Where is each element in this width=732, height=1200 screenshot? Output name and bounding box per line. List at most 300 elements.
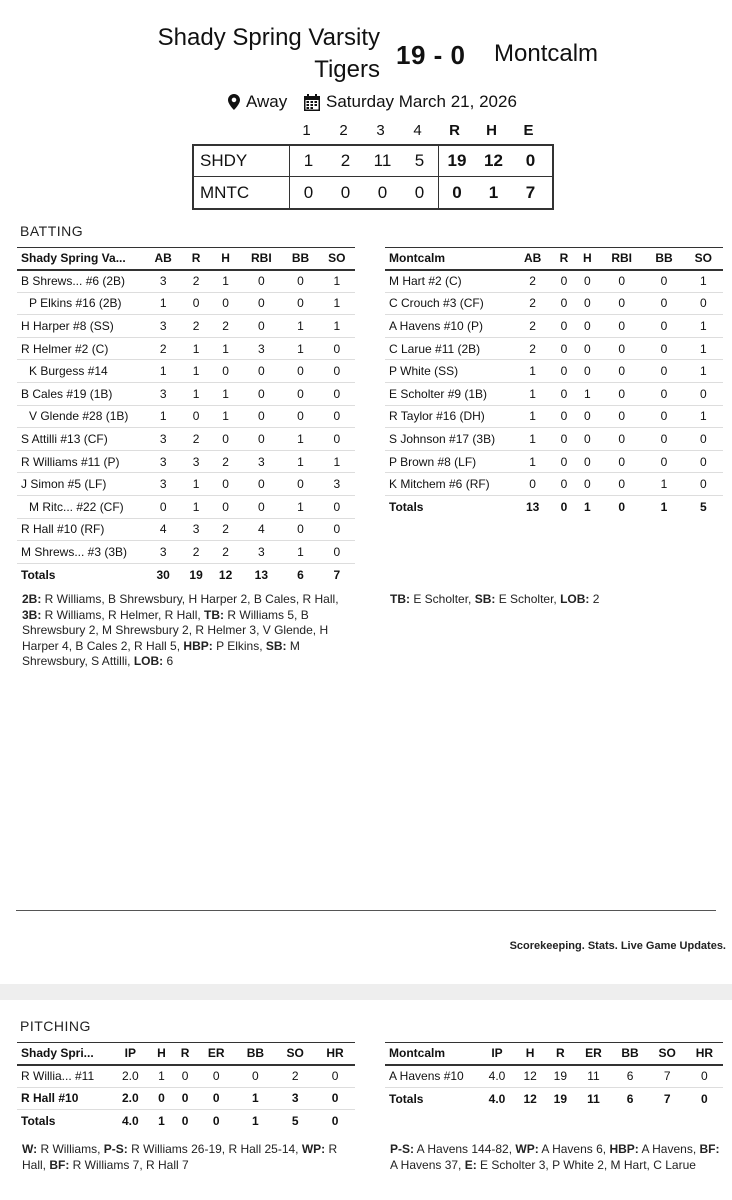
- note-key: HBP:: [609, 1142, 639, 1156]
- stat-cell: 2: [145, 337, 181, 360]
- player-name: B Cales #19 (1B): [17, 382, 145, 405]
- stat-cell: 0: [173, 1065, 197, 1088]
- stat-cell: 0: [240, 360, 282, 383]
- player-name: K Burgess #14: [17, 360, 145, 383]
- totals-cell: 5: [275, 1110, 315, 1133]
- note-key: P-S:: [103, 1142, 128, 1156]
- totals-label: Totals: [17, 563, 145, 586]
- linescore-table: [192, 144, 554, 210]
- stat-cell: 2: [181, 315, 211, 338]
- player-row: [17, 337, 355, 360]
- stat-cell: 0: [552, 360, 575, 383]
- stat-cell: 0: [599, 450, 644, 473]
- home-team-line2: Tigers: [314, 56, 380, 83]
- stat-cell: 0: [282, 518, 318, 541]
- stat-cell: 3: [145, 428, 181, 451]
- note-value: R Williams 5, B Shrewsbury 2, M Shrewsbury 2, R Helmer 3, V Glende, H Harper 4, B Cales 2, R Hall 5,: [22, 607, 329, 653]
- pitching-table-away: [385, 1042, 723, 1110]
- stat-cell: 0: [552, 405, 575, 428]
- stat-cell: 0: [686, 1065, 723, 1088]
- note-value: A Havens 6,: [538, 1142, 610, 1156]
- stat-cell: 0: [644, 337, 683, 360]
- stat-cell: 0: [684, 473, 723, 496]
- totals-cell: 0: [599, 495, 644, 518]
- totals-cell: 13: [513, 495, 552, 518]
- stat-cell: 0: [319, 337, 355, 360]
- stat-cell: 2: [211, 450, 241, 473]
- player-name: J Simon #5 (LF): [17, 473, 145, 496]
- player-row: [385, 382, 723, 405]
- stat-cell: 0: [576, 360, 599, 383]
- linescore-header: [192, 122, 554, 144]
- stat-header: R: [545, 1043, 575, 1065]
- stat-header: R: [552, 248, 575, 270]
- note-key: SB:: [474, 592, 496, 606]
- stat-cell: 0: [282, 292, 318, 315]
- note-key: 2B:: [22, 592, 42, 606]
- stat-cell: 0: [181, 405, 211, 428]
- stat-cell: 0: [319, 541, 355, 564]
- stat-cell: 3: [145, 382, 181, 405]
- hits-header: H: [486, 122, 497, 139]
- note-value: R Williams, B Shrewsbury, H Harper 2, B Cales, R Hall,: [41, 592, 339, 606]
- pitching-title: PITCHING: [20, 1018, 91, 1034]
- player-row: [385, 292, 723, 315]
- stat-cell: 0: [319, 405, 355, 428]
- player-row: [17, 541, 355, 564]
- totals-cell: 1: [576, 495, 599, 518]
- totals-cell: 5: [684, 495, 723, 518]
- note-key: WP:: [301, 1142, 326, 1156]
- player-name: C Larue #11 (2B): [385, 337, 513, 360]
- stat-cell: 0: [576, 428, 599, 451]
- note-key: WP:: [515, 1142, 539, 1156]
- player-row: [17, 360, 355, 383]
- stat-header: BB: [235, 1043, 275, 1065]
- note-key: P-S:: [390, 1142, 414, 1156]
- stat-cell: 1: [684, 337, 723, 360]
- stat-cell: 11: [575, 1065, 611, 1088]
- stat-cell: 1: [684, 405, 723, 428]
- linescore: [192, 122, 554, 210]
- stat-cell: 3: [240, 337, 282, 360]
- stat-cell: 0: [576, 292, 599, 315]
- stat-cell: 1: [644, 473, 683, 496]
- errors-total: 0: [525, 151, 536, 170]
- note-value: R Williams 26-19, R Hall 25-14,: [127, 1142, 302, 1156]
- player-name: S Johnson #17 (3B): [385, 428, 513, 451]
- player-row: [385, 428, 723, 451]
- stat-cell: 0: [197, 1065, 236, 1088]
- stat-cell: 0: [644, 428, 683, 451]
- inning-score: 2: [340, 151, 351, 170]
- player-name: R Willia... #11: [17, 1065, 111, 1088]
- stat-cell: 1: [211, 382, 241, 405]
- player-row: [17, 315, 355, 338]
- stat-cell: 3: [275, 1087, 315, 1110]
- stat-cell: 0: [211, 473, 241, 496]
- stat-header: ER: [197, 1043, 236, 1065]
- date-text: Saturday March 21, 2026: [326, 92, 517, 111]
- stat-cell: 0: [240, 473, 282, 496]
- game-meta: [0, 92, 732, 116]
- player-name: R Williams #11 (P): [17, 450, 145, 473]
- note-value: R Williams, R Helmer, R Hall,: [41, 607, 205, 622]
- totals-cell: 19: [545, 1087, 575, 1110]
- stat-cell: 0: [282, 270, 318, 293]
- stat-cell: 1: [684, 360, 723, 383]
- stat-cell: 1: [684, 270, 723, 293]
- note-value: A Havens,: [638, 1142, 700, 1156]
- stat-header: H: [150, 1043, 174, 1065]
- table-header-row: [17, 1043, 355, 1065]
- table-team-header: Montcalm: [385, 1043, 479, 1065]
- stat-cell: 2: [275, 1065, 315, 1088]
- player-row: [17, 428, 355, 451]
- totals-cell: 6: [611, 1087, 648, 1110]
- totals-cell: 0: [686, 1087, 723, 1110]
- stat-header: IP: [479, 1043, 515, 1065]
- pitching-table-home: [17, 1042, 355, 1132]
- stat-cell: 7: [649, 1065, 686, 1088]
- player-name: P Elkins #16 (2B): [17, 292, 145, 315]
- pitching-notes-home: [22, 1142, 362, 1173]
- note-value: R Williams,: [37, 1142, 104, 1156]
- player-row: [385, 360, 723, 383]
- totals-cell: 6: [282, 563, 318, 586]
- stat-cell: 1: [282, 450, 318, 473]
- note-key: BF:: [49, 1157, 70, 1172]
- player-name: M Hart #2 (C): [385, 270, 513, 293]
- batting-table-home: [17, 247, 355, 586]
- note-value: E Scholter,: [495, 592, 561, 606]
- inning-score: 0: [340, 182, 351, 202]
- final-score: 19 - 0: [396, 40, 466, 70]
- stat-header: H: [515, 1043, 545, 1065]
- stat-cell: 0: [282, 360, 318, 383]
- note-key: HBP:: [183, 638, 213, 653]
- stat-cell: 0: [599, 360, 644, 383]
- stat-cell: 2.0: [111, 1065, 150, 1088]
- inning-score: 0: [414, 182, 425, 202]
- inning-score: 11: [373, 151, 392, 170]
- player-name: E Scholter #9 (1B): [385, 382, 513, 405]
- player-name: M Shrews... #3 (3B): [17, 541, 145, 564]
- errors-total: 7: [525, 182, 536, 202]
- stat-cell: 2: [181, 541, 211, 564]
- stat-cell: 1: [181, 337, 211, 360]
- stat-cell: 0: [319, 382, 355, 405]
- note-value: A Havens 37,: [390, 1157, 465, 1172]
- stat-header: HR: [315, 1043, 355, 1065]
- note-key: LOB:: [133, 654, 164, 668]
- stat-cell: 1: [181, 360, 211, 383]
- inning-header: 1: [302, 122, 311, 139]
- player-name: A Havens #10: [385, 1065, 479, 1088]
- stat-cell: 0: [240, 315, 282, 338]
- runs-total: 19: [438, 146, 475, 176]
- stat-cell: 0: [644, 405, 683, 428]
- totals-cell: 12: [211, 563, 241, 586]
- totals-cell: 19: [181, 563, 211, 586]
- hits-total: 12: [484, 151, 503, 170]
- player-name: V Glende #28 (1B): [17, 405, 145, 428]
- map-pin-icon: [228, 94, 240, 110]
- totals-cell: 0: [552, 495, 575, 518]
- game-header: [0, 22, 732, 90]
- away-team-name: Montcalm: [494, 40, 599, 67]
- stat-cell: 0: [315, 1065, 355, 1088]
- stat-cell: 0: [240, 495, 282, 518]
- inning-score: 0: [377, 182, 388, 202]
- player-row: [385, 1065, 723, 1088]
- player-name: R Helmer #2 (C): [17, 337, 145, 360]
- stat-cell: 0: [644, 270, 683, 293]
- note-key: BF:: [699, 1142, 720, 1156]
- stat-cell: 2: [513, 315, 552, 338]
- stat-cell: 4.0: [479, 1065, 515, 1088]
- stat-cell: 1: [282, 315, 318, 338]
- player-name: P White (SS): [385, 360, 513, 383]
- stat-cell: 0: [684, 450, 723, 473]
- player-row: [17, 1087, 355, 1110]
- stat-cell: 1: [319, 270, 355, 293]
- stat-cell: 0: [211, 428, 241, 451]
- stat-cell: 0: [513, 473, 552, 496]
- note-key: 3B:: [22, 607, 42, 622]
- totals-cell: 4.0: [479, 1087, 515, 1110]
- stat-cell: 0: [552, 315, 575, 338]
- stat-header: RBI: [240, 248, 282, 270]
- stat-header: SO: [319, 248, 355, 270]
- stat-header: BB: [282, 248, 318, 270]
- stat-header: RBI: [599, 248, 644, 270]
- stat-cell: 0: [315, 1087, 355, 1110]
- stat-cell: 2: [211, 518, 241, 541]
- stat-cell: 0: [552, 292, 575, 315]
- stat-cell: 1: [319, 315, 355, 338]
- stat-cell: 1: [145, 292, 181, 315]
- inning-header: 2: [339, 122, 348, 139]
- stat-cell: 0: [211, 360, 241, 383]
- stat-cell: 1: [319, 450, 355, 473]
- stat-header: AB: [513, 248, 552, 270]
- stat-cell: 0: [211, 495, 241, 518]
- player-name: B Shrews... #6 (2B): [17, 270, 145, 293]
- runs-header: R: [449, 122, 460, 139]
- stat-cell: 0: [319, 518, 355, 541]
- stat-cell: 3: [145, 541, 181, 564]
- stat-cell: 1: [282, 337, 318, 360]
- stat-cell: 1: [145, 405, 181, 428]
- totals-cell: 7: [319, 563, 355, 586]
- player-row: [385, 450, 723, 473]
- stat-cell: 0: [240, 270, 282, 293]
- stat-cell: 1: [145, 360, 181, 383]
- note-key: W:: [22, 1142, 38, 1156]
- stat-cell: 0: [576, 473, 599, 496]
- stat-cell: 2.0: [111, 1087, 150, 1110]
- stat-cell: 1: [513, 382, 552, 405]
- totals-cell: 13: [240, 563, 282, 586]
- stat-cell: 0: [576, 405, 599, 428]
- player-name: K Mitchem #6 (RF): [385, 473, 513, 496]
- table-header-row: [17, 248, 355, 270]
- stat-cell: 0: [599, 270, 644, 293]
- stat-cell: 0: [684, 382, 723, 405]
- player-row: [385, 270, 723, 293]
- inning-score: 0: [303, 182, 314, 202]
- stat-cell: 0: [211, 292, 241, 315]
- player-row: [385, 337, 723, 360]
- note-value: R Hall,: [22, 1142, 338, 1172]
- batting-table-away: [385, 247, 723, 518]
- stat-cell: 0: [599, 473, 644, 496]
- player-row: [17, 292, 355, 315]
- stat-cell: 0: [319, 360, 355, 383]
- totals-cell: 30: [145, 563, 181, 586]
- inning-score: 5: [414, 151, 425, 170]
- totals-label: Totals: [385, 495, 513, 518]
- table-team-header: Shady Spring Va...: [17, 248, 145, 270]
- stat-cell: 0: [240, 292, 282, 315]
- home-team-line1: Shady Spring Varsity: [157, 24, 380, 51]
- stat-cell: 3: [319, 473, 355, 496]
- stat-cell: 1: [319, 292, 355, 315]
- table-header-row: [385, 1043, 723, 1065]
- stat-cell: 3: [145, 270, 181, 293]
- hits-total: 1: [488, 182, 499, 202]
- batting-title: BATTING: [20, 223, 84, 239]
- stat-cell: 3: [240, 450, 282, 473]
- stat-header: AB: [145, 248, 181, 270]
- player-row: [17, 1065, 355, 1088]
- note-value: E Scholter 3, P White 2, M Hart, C Larue: [476, 1157, 696, 1172]
- player-name: A Havens #10 (P): [385, 315, 513, 338]
- player-name: R Hall #10: [17, 1087, 111, 1110]
- calendar-icon: [304, 94, 320, 111]
- stat-cell: 0: [173, 1087, 197, 1110]
- stat-cell: 0: [552, 382, 575, 405]
- stat-cell: 0: [576, 450, 599, 473]
- stat-cell: 0: [319, 495, 355, 518]
- stat-cell: 0: [599, 315, 644, 338]
- stat-cell: 2: [513, 337, 552, 360]
- stat-header: HR: [686, 1043, 723, 1065]
- stat-cell: 1: [513, 450, 552, 473]
- note-value: E Scholter,: [410, 592, 475, 606]
- totals-label: Totals: [17, 1110, 111, 1133]
- totals-cell: 12: [515, 1087, 545, 1110]
- player-row: [17, 473, 355, 496]
- note-key: TB:: [390, 592, 410, 606]
- stat-cell: 1: [181, 473, 211, 496]
- home-team-name: [110, 22, 380, 86]
- stat-header: BB: [644, 248, 683, 270]
- stat-cell: 1: [150, 1065, 174, 1088]
- stat-cell: 0: [235, 1065, 275, 1088]
- stat-cell: 0: [576, 270, 599, 293]
- inning-score: 1: [303, 151, 314, 170]
- stat-cell: 1: [181, 382, 211, 405]
- stat-cell: 0: [282, 473, 318, 496]
- pitching-notes-away: [390, 1142, 724, 1173]
- errors-header: E: [523, 122, 534, 139]
- stat-cell: 3: [145, 315, 181, 338]
- stat-header: SO: [649, 1043, 686, 1065]
- stat-header: IP: [111, 1043, 150, 1065]
- table-team-header: Shady Spri...: [17, 1043, 111, 1065]
- note-value: 6: [163, 654, 174, 668]
- stat-cell: 0: [197, 1087, 236, 1110]
- divider: [16, 910, 716, 911]
- note-key: SB:: [265, 638, 287, 653]
- stat-cell: 1: [684, 315, 723, 338]
- stat-header: ER: [575, 1043, 611, 1065]
- stat-cell: 1: [513, 360, 552, 383]
- stat-cell: 0: [599, 428, 644, 451]
- player-row: [385, 405, 723, 428]
- stat-header: R: [181, 248, 211, 270]
- stat-cell: 0: [684, 428, 723, 451]
- totals-row: [17, 1110, 355, 1133]
- inning-header: 3: [376, 122, 385, 139]
- totals-cell: 0: [173, 1110, 197, 1133]
- stat-header: H: [576, 248, 599, 270]
- stat-cell: 0: [599, 337, 644, 360]
- player-row: [17, 518, 355, 541]
- note-value: R Williams 7, R Hall 7: [69, 1157, 189, 1172]
- stat-cell: 1: [181, 495, 211, 518]
- stat-cell: 2: [513, 270, 552, 293]
- stat-cell: 1: [235, 1087, 275, 1110]
- stat-cell: 1: [282, 541, 318, 564]
- stat-cell: 0: [240, 405, 282, 428]
- totals-cell: 7: [649, 1087, 686, 1110]
- totals-cell: 11: [575, 1087, 611, 1110]
- stat-header: SO: [275, 1043, 315, 1065]
- stat-cell: 1: [513, 405, 552, 428]
- note-value: 2: [589, 592, 600, 606]
- location-text: Away: [246, 92, 288, 111]
- table-team-header: Montcalm: [385, 248, 513, 270]
- inning-header: 4: [413, 122, 422, 139]
- stat-cell: 0: [282, 382, 318, 405]
- linescore-team: MNTC: [194, 177, 290, 208]
- stat-cell: 0: [240, 382, 282, 405]
- batting-notes-home: [22, 592, 356, 670]
- stat-cell: 1: [211, 405, 241, 428]
- stat-cell: 0: [684, 292, 723, 315]
- stat-cell: 2: [211, 541, 241, 564]
- stat-cell: 6: [611, 1065, 648, 1088]
- totals-row: [385, 495, 723, 518]
- linescore-row-home: [194, 146, 552, 177]
- player-name: P Brown #8 (LF): [385, 450, 513, 473]
- stat-cell: 0: [319, 428, 355, 451]
- stat-cell: 19: [545, 1065, 575, 1088]
- player-row: [385, 473, 723, 496]
- player-name: S Attilli #13 (CF): [17, 428, 145, 451]
- stat-cell: 0: [644, 292, 683, 315]
- linescore-team: SHDY: [194, 146, 290, 176]
- stat-cell: 0: [181, 292, 211, 315]
- stat-cell: 3: [240, 541, 282, 564]
- stat-header: H: [211, 248, 241, 270]
- stat-cell: 0: [552, 473, 575, 496]
- stat-header: SO: [684, 248, 723, 270]
- stat-cell: 4: [145, 518, 181, 541]
